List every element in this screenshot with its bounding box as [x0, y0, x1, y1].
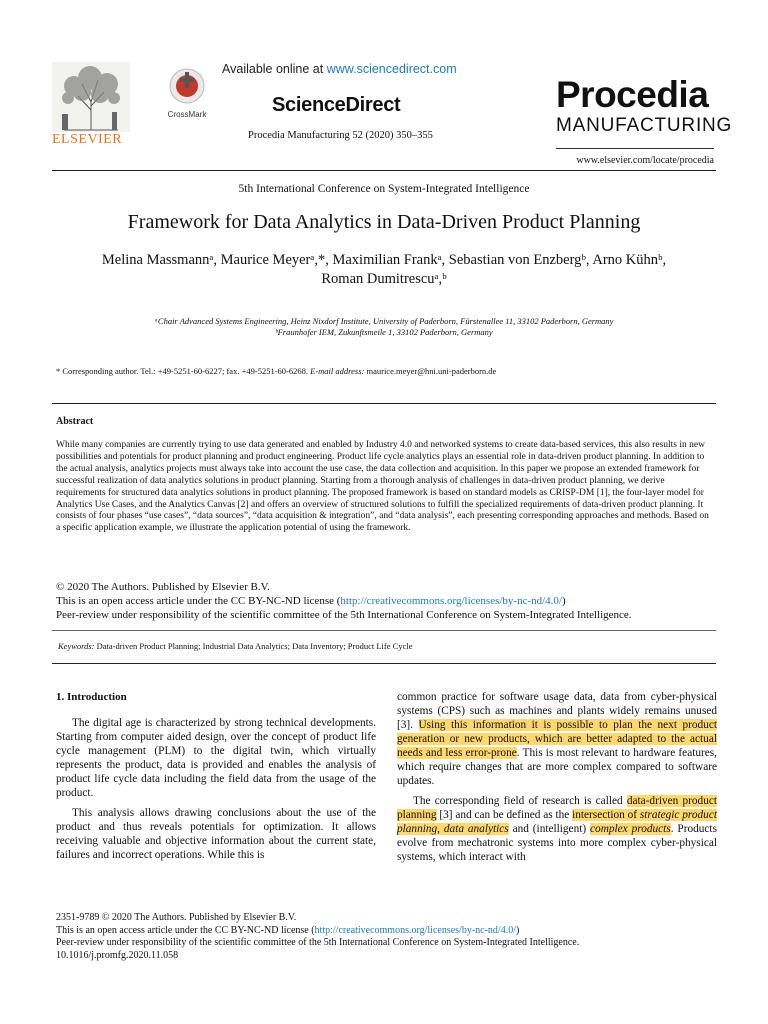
paragraph: This analysis allows drawing conclusions about the use of the product and thus reveals potentials for optimization. It allows receiving valuable and objective information about the current state, failures and incorrect operations. While this is — [56, 807, 376, 861]
conference-name: 5th International Conference on System-Integrated Intelligence — [238, 183, 530, 195]
affiliation-b: ᵇFraunhofer IEM, Zukunftsmeile 1, 33102 Paderborn, Germany — [275, 327, 493, 337]
affiliation-a: ᵃChair Advanced Systems Engineering, Heinz Nixdorf Institute, University of Paderborn, Fürstenallee 11, 33102 Paderborn, Germany — [154, 316, 614, 326]
footer-peer-review: Peer-review under responsibility of the scientific committee of the 5th International Conference on System-Integrated Intelligence. — [56, 937, 580, 948]
paragraph — [397, 794, 717, 864]
footer-license-prefix: This is an open access article under the CC BY-NC-ND license ( — [56, 924, 315, 936]
text-run: [3] and can be defined as the — [436, 809, 573, 821]
footer-doi[interactable]: 10.1016/j.promfg.2020.11.058 — [56, 949, 179, 961]
divider — [52, 170, 716, 171]
license-block — [56, 580, 716, 622]
divider — [52, 663, 716, 664]
divider — [556, 148, 714, 149]
divider — [52, 630, 716, 631]
footer-license-suffix: ) — [515, 924, 520, 936]
paragraph — [397, 690, 717, 788]
copyright-line: © 2020 The Authors. Published by Elsevier B.V. — [56, 581, 270, 593]
text-run: . This is most relevant to hardware features, which require changes that are more complex compared to software updates. — [397, 747, 717, 787]
body-column-left — [56, 690, 376, 868]
highlighted-text: complex products — [590, 823, 671, 835]
authors-line: Melina Massmannᵃ, Maurice Meyerᵃ,*, Maximilian Frankᵃ, Sebastian von Enzbergᵇ, Arno Kühnᵇ, — [101, 252, 667, 268]
section-heading: 1. Introduction — [56, 691, 127, 703]
abstract-text: While many companies are currently trying to use data generated and enabled by Industry 4.0 and networked systems to create data-based services, this also results in new possibilities and potentials for product planning and product engineering. Product life cycle analytics plays an essential role in data-driven product planning. In addition to the actual analysis, analytics projects must always take into account the use case, the data collection and acquisition. In this paper we propose an extended framework for successful realization of data analytics solutions in product planning. Starting from a thorough analysis of challenges in data-driven product planning, we derive requirements for structured data analytics solutions in product planning. The proposed framework is based on standard models as CRISP-DM [1], the four-layer model for Analytics Use Cases, and the Analytics Canvas [2] and offers an overview of structured solutions to fulfill the specialized requirements of data-driven product planning. It consists of four phases “use cases”, “data sources”, “data acquisition & integration”, and “data analysis”, each presenting corresponding approaches and methods. Based on a specific application example, we illustrate the application potential of using the framework. — [56, 440, 709, 534]
corresponding-author — [56, 366, 496, 376]
footer-license — [56, 925, 716, 938]
available-online — [222, 62, 457, 76]
affiliations — [52, 316, 716, 338]
platform-name: ScienceDirect — [272, 94, 401, 116]
highlighted-text: strategic product planning, data analytics — [397, 809, 717, 835]
license-suffix: ) — [562, 595, 566, 607]
footer — [56, 912, 716, 962]
authors-line: Roman Dumitrescuᵃ,ᵇ — [321, 271, 447, 287]
journal-url[interactable]: www.elsevier.com/locate/procedia — [576, 155, 714, 166]
journal-logo — [556, 74, 733, 136]
highlighted-text: data-driven product planning — [397, 795, 717, 821]
corresponding-text: * Corresponding author. Tel.: +49-5251-60-6227; fax. +49-5251-60-6268. — [56, 366, 311, 376]
journal-reference: Procedia Manufacturing 52 (2020) 350–355 — [248, 130, 433, 141]
divider — [52, 403, 716, 404]
text-run: The corresponding field of research is called — [413, 795, 627, 807]
abstract-heading: Abstract — [56, 416, 94, 427]
paper-title: Framework for Data Analytics in Data-Driven Product Planning — [127, 211, 641, 233]
email-label: E-mail address: — [310, 366, 365, 376]
highlighted-text: intersection of — [572, 809, 640, 821]
highlighted-text: Using this information it is possible to plan the next product generation or new products, which are better adapted to the actual needs and less error-prone — [397, 719, 717, 759]
keywords-label: Keywords: — [58, 641, 95, 651]
text-run: . Products evolve from mechatronic systems into more complex cyber-physical systems, which interact with — [397, 823, 717, 863]
license-prefix: This is an open access article under the CC BY-NC-ND license ( — [56, 595, 341, 607]
email-address[interactable]: maurice.meyer@hni.uni-paderborn.de — [364, 366, 497, 376]
body-column-right — [397, 690, 717, 870]
journal-logo-subtitle: MANUFACTURING — [556, 115, 733, 136]
keywords — [58, 641, 412, 651]
footer-license-link[interactable]: http://creativecommons.org/licenses/by-nc-nd/4.0/ — [314, 924, 516, 936]
license-link[interactable]: http://creativecommons.org/licenses/by-nc-nd/4.0/ — [340, 595, 562, 607]
footer-issn: 2351-9789 © 2020 The Authors. Published by Elsevier B.V. — [56, 912, 297, 923]
peer-review-line: Peer-review under responsibility of the scientific committee of the 5th International Conference on System-Integrated Intelligence. — [56, 609, 632, 621]
crossmark-icon — [169, 68, 205, 104]
elsevier-wordmark: ELSEVIER — [52, 132, 123, 147]
keywords-list: Data-driven Product Planning; Industrial Data Analytics; Data Inventory; Product Life Cycle — [94, 641, 413, 651]
crossmark-label: CrossMark — [167, 110, 207, 119]
crossmark-badge[interactable] — [166, 68, 208, 119]
author-list — [52, 251, 716, 289]
license-line — [56, 594, 716, 608]
journal-logo-title: Procedia — [556, 74, 709, 115]
text-run: and (intelligent) — [508, 823, 591, 835]
text-run: common practice for software usage data, data from cyber-physical systems (CPS) such as machines and plants widely remains unused [3]. — [397, 691, 717, 731]
sciencedirect-link[interactable]: www.sciencedirect.com — [326, 62, 457, 76]
paragraph: The digital age is characterized by strong technical developments. Starting from computer aided design, over the concept of product life cycle management (PLM) to the digital twin, which virtually represents the product, data is provided and enables the analysis of product life cycle data including the field data from the usage of the product. — [56, 717, 376, 799]
available-prefix: Available online at — [222, 62, 327, 76]
